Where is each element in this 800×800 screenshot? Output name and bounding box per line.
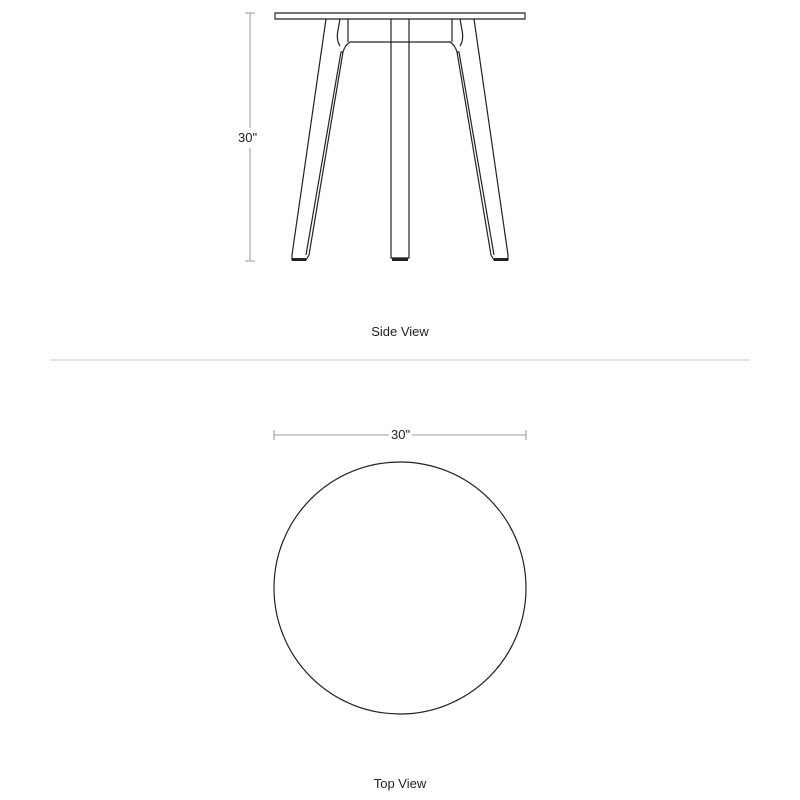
left-foot xyxy=(292,258,306,261)
table-side-outline xyxy=(275,13,525,260)
right-foot xyxy=(494,258,508,261)
height-dimension-label: 30" xyxy=(238,128,257,148)
center-leg xyxy=(391,19,409,258)
tabletop-top-outline xyxy=(274,462,526,714)
diameter-dimension-label: 30" xyxy=(391,427,411,442)
right-back-leg xyxy=(460,19,463,46)
right-leg xyxy=(450,19,508,260)
top-view-caption: Top View xyxy=(373,776,427,791)
tabletop-side xyxy=(275,13,525,19)
left-leg xyxy=(292,19,350,260)
side-view-caption: Side View xyxy=(371,324,429,339)
left-back-leg xyxy=(337,19,340,46)
center-foot xyxy=(392,258,408,261)
leg-feet xyxy=(292,258,508,261)
